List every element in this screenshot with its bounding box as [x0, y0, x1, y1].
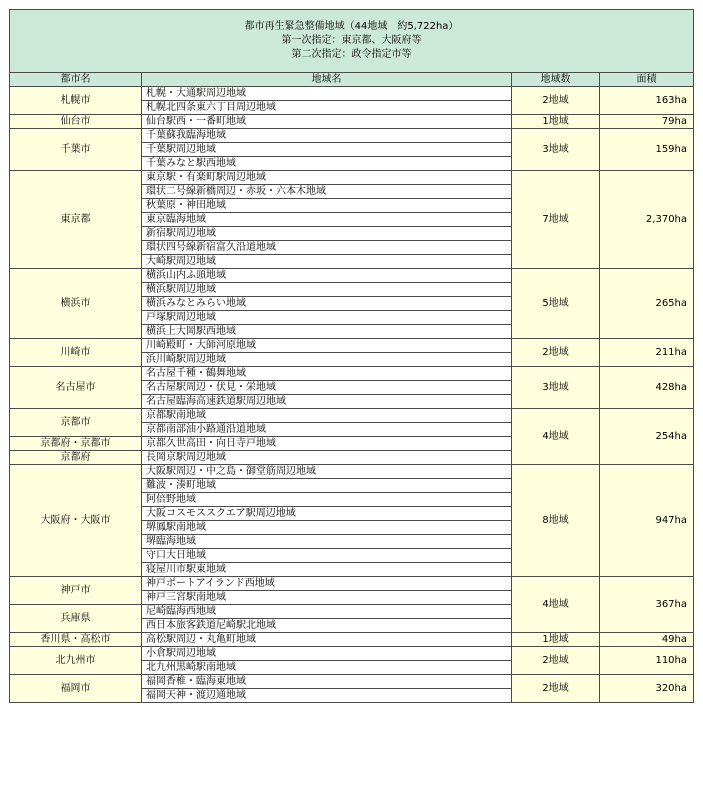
- table-row: [10, 115, 694, 129]
- area-name-cell: 横浜みなとみらい地域: [142, 297, 512, 311]
- city-cell: 札幌市: [10, 87, 142, 115]
- area-name-cell: 名古屋千種・鶴舞地域: [142, 367, 512, 381]
- table-title: [10, 10, 694, 73]
- area-name-cell: 大阪コスモススクエア駅周辺地域: [142, 507, 512, 521]
- area-name-cell: 横浜山内ふ頭地域: [142, 269, 512, 283]
- area-name-cell: 名古屋駅周辺・伏見・栄地域: [142, 381, 512, 395]
- area-name-cell: 東京臨海地域: [142, 213, 512, 227]
- city-cell: 大阪府・大阪市: [10, 465, 142, 577]
- area-count-cell: 1地域: [512, 115, 600, 129]
- table-row: [10, 633, 694, 647]
- table-row: [10, 87, 694, 101]
- city-cell: 千葉市: [10, 129, 142, 171]
- area-name-cell: 横浜駅周辺地域: [142, 283, 512, 297]
- area-name-cell: 福岡天神・渡辺通地域: [142, 689, 512, 703]
- city-cell: 兵庫県: [10, 605, 142, 633]
- table-row: [10, 171, 694, 185]
- area-name-cell: 西日本旅客鉄道尼崎駅北地域: [142, 619, 512, 633]
- table-row: [10, 129, 694, 143]
- table-row: [10, 339, 694, 353]
- area-size-cell: 367ha: [600, 577, 694, 633]
- urban-renewal-table: [9, 9, 694, 703]
- area-name-cell: 千葉蘇我臨海地域: [142, 129, 512, 143]
- area-size-cell: 79ha: [600, 115, 694, 129]
- area-name-cell: 名古屋臨海高速鉄道駅周辺地域: [142, 395, 512, 409]
- area-name-cell: 戸塚駅周辺地域: [142, 311, 512, 325]
- area-name-cell: 堺鳳駅南地域: [142, 521, 512, 535]
- table-row: [10, 577, 694, 591]
- area-count-cell: 7地域: [512, 171, 600, 269]
- area-name-cell: 秋葉原・神田地域: [142, 199, 512, 213]
- area-name-cell: 長岡京駅周辺地域: [142, 451, 512, 465]
- table-row: [10, 367, 694, 381]
- area-name-cell: 神戸ポートアイランド西地域: [142, 577, 512, 591]
- area-name-cell: 北九州黒崎駅南地域: [142, 661, 512, 675]
- header-count: 地域数: [512, 73, 600, 87]
- area-name-cell: 新宿駅周辺地域: [142, 227, 512, 241]
- area-count-cell: 4地域: [512, 577, 600, 633]
- area-size-cell: 265ha: [600, 269, 694, 339]
- area-count-cell: 8地域: [512, 465, 600, 577]
- area-count-cell: 3地域: [512, 129, 600, 171]
- city-cell: 東京都: [10, 171, 142, 269]
- area-name-cell: 札幌北四条東六丁目周辺地域: [142, 101, 512, 115]
- area-name-cell: 守口大日地域: [142, 549, 512, 563]
- area-name-cell: 小倉駅周辺地域: [142, 647, 512, 661]
- area-count-cell: 2地域: [512, 647, 600, 675]
- area-size-cell: 254ha: [600, 409, 694, 465]
- area-count-cell: 3地域: [512, 367, 600, 409]
- city-cell: 仙台市: [10, 115, 142, 129]
- area-name-cell: 福岡香椎・臨海東地域: [142, 675, 512, 689]
- area-size-cell: 947ha: [600, 465, 694, 577]
- area-name-cell: 仙台駅西・一番町地域: [142, 115, 512, 129]
- title-line-3: 第二次指定：政令指定市等: [291, 49, 412, 60]
- area-size-cell: 2,370ha: [600, 171, 694, 269]
- area-name-cell: 京都南部油小路通沿道地域: [142, 423, 512, 437]
- area-count-cell: 5地域: [512, 269, 600, 339]
- area-size-cell: 110ha: [600, 647, 694, 675]
- area-count-cell: 1地域: [512, 633, 600, 647]
- area-count-cell: 2地域: [512, 675, 600, 703]
- city-cell: 川崎市: [10, 339, 142, 367]
- header-size: 面積: [600, 73, 694, 87]
- city-cell: 北九州市: [10, 647, 142, 675]
- area-size-cell: 428ha: [600, 367, 694, 409]
- area-count-cell: 4地域: [512, 409, 600, 465]
- area-name-cell: 神戸三宮駅南地域: [142, 591, 512, 605]
- area-name-cell: 高松駅周辺・丸亀町地域: [142, 633, 512, 647]
- area-size-cell: 320ha: [600, 675, 694, 703]
- area-count-cell: 2地域: [512, 339, 600, 367]
- city-cell: 香川県・高松市: [10, 633, 142, 647]
- area-name-cell: 大崎駅周辺地域: [142, 255, 512, 269]
- area-name-cell: 難波・湊町地域: [142, 479, 512, 493]
- area-name-cell: 京都駅南地域: [142, 409, 512, 423]
- area-name-cell: 札幌・大通駅周辺地域: [142, 87, 512, 101]
- title-line-2: 第一次指定：東京都、大阪府等: [281, 35, 422, 46]
- area-size-cell: 163ha: [600, 87, 694, 115]
- area-name-cell: 京都久世高田・向日寺戸地域: [142, 437, 512, 451]
- area-name-cell: 横浜上大岡駅西地域: [142, 325, 512, 339]
- table-body: [10, 87, 694, 703]
- city-cell: 神戸市: [10, 577, 142, 605]
- area-name-cell: 大阪駅周辺・中之島・御堂筋周辺地域: [142, 465, 512, 479]
- header-area-name: 地域名: [142, 73, 512, 87]
- title-line-1: 都市再生緊急整備地域（44地域 約5,722ha）: [244, 21, 459, 32]
- city-cell: 福岡市: [10, 675, 142, 703]
- area-name-cell: 阿倍野地域: [142, 493, 512, 507]
- area-name-cell: 寝屋川市駅東地域: [142, 563, 512, 577]
- table-row: [10, 269, 694, 283]
- area-name-cell: 川崎殿町・大師河原地域: [142, 339, 512, 353]
- area-name-cell: 環状四号線新宿富久沿道地域: [142, 241, 512, 255]
- table-row: [10, 409, 694, 423]
- area-name-cell: 浜川崎駅周辺地域: [142, 353, 512, 367]
- table-row: [10, 675, 694, 689]
- header-city: 都市名: [10, 73, 142, 87]
- city-cell: 京都府: [10, 451, 142, 465]
- area-size-cell: 211ha: [600, 339, 694, 367]
- city-cell: 横浜市: [10, 269, 142, 339]
- area-name-cell: 堺臨海地域: [142, 535, 512, 549]
- area-count-cell: 2地域: [512, 87, 600, 115]
- area-name-cell: 尼崎臨海西地域: [142, 605, 512, 619]
- area-size-cell: 159ha: [600, 129, 694, 171]
- area-name-cell: 環状二号線新橋周辺・赤坂・六本木地域: [142, 185, 512, 199]
- city-cell: 京都府・京都市: [10, 437, 142, 451]
- area-name-cell: 千葉駅周辺地域: [142, 143, 512, 157]
- area-size-cell: 49ha: [600, 633, 694, 647]
- city-cell: 名古屋市: [10, 367, 142, 409]
- area-name-cell: 千葉みなと駅西地域: [142, 157, 512, 171]
- city-cell: 京都市: [10, 409, 142, 437]
- table-row: [10, 465, 694, 479]
- table-row: [10, 647, 694, 661]
- area-name-cell: 東京駅・有楽町駅周辺地域: [142, 171, 512, 185]
